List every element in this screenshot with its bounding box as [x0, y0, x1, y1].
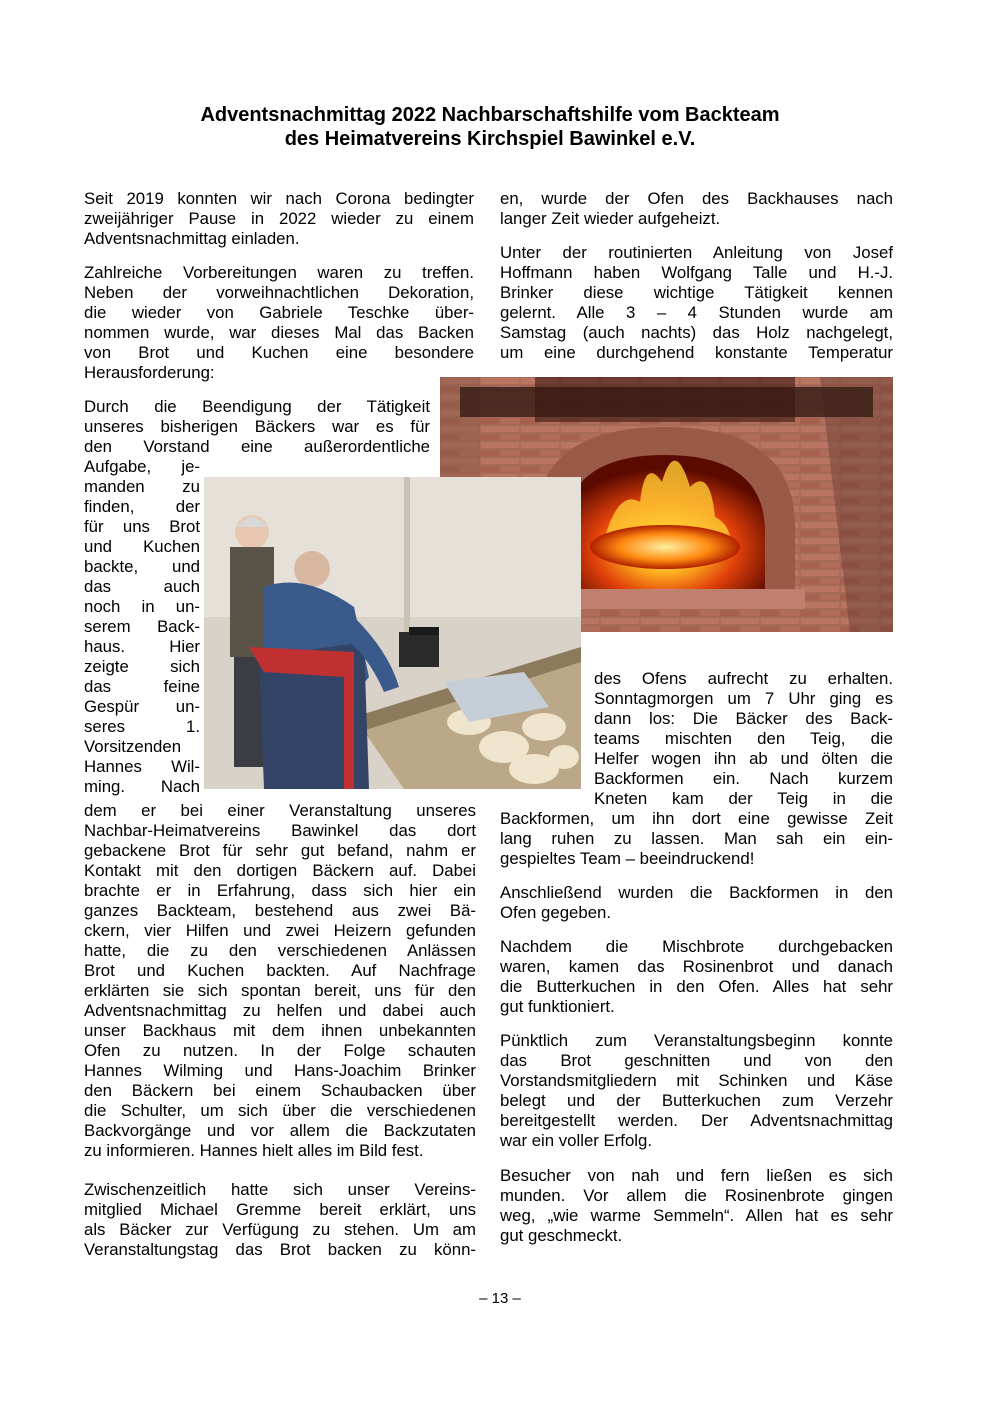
- text-line: Anschließend wurden die Backformen in den: [500, 883, 893, 902]
- text-line: lang ruhen zu lassen. Man sah ein ein-: [500, 829, 893, 848]
- text-line: Unter der routinierten Anleitung von Josef: [500, 243, 893, 262]
- text-line: gebackene Brot für sehr gut befand, nahm er: [84, 841, 476, 860]
- text-line: Neben der vorweihnachtlichen Dekoration,: [84, 283, 474, 302]
- text-line: Seit 2019 konnten wir nach Corona bedingter: [84, 189, 474, 208]
- text-line: gespieltes Team – beeindruckend!: [500, 849, 755, 868]
- text-line: um eine durchgehend konstante Temperatur: [500, 343, 893, 362]
- text-line: den Bäckern bei einem Schaubacken über: [84, 1081, 476, 1100]
- text-line: für uns Brot: [84, 517, 200, 536]
- text-line: backte, und: [84, 557, 200, 576]
- text-line: zweijähriger Pause in 2022 wieder zu einem: [84, 209, 474, 228]
- right-paragraph-4: [500, 937, 893, 1017]
- right-paragraph-2: [500, 243, 893, 363]
- text-line: zu informieren. Hannes hielt alles im Bild fest.: [84, 1141, 424, 1160]
- text-line: war ein voller Erfolg.: [500, 1131, 653, 1150]
- text-line: Veranstaltungstag das Brot backen zu könn-: [84, 1240, 476, 1259]
- text-line: munden. Vor allem die Rosinenbrote gingen: [500, 1186, 893, 1205]
- text-line: teams mischten den Teig, die: [594, 729, 893, 748]
- text-line: mitglied Michael Gremme bereit erklärt, uns: [84, 1200, 476, 1219]
- text-line: Ofen gegeben.: [500, 903, 612, 922]
- text-line: Hannes Wil-: [84, 757, 200, 776]
- text-line: haus. Hier: [84, 637, 200, 656]
- right-paragraph-5: [500, 1031, 893, 1151]
- text-line: langer Zeit wieder aufgeheizt.: [500, 209, 721, 228]
- text-line: die Butterkuchen in den Ofen. Alles hat sehr: [500, 977, 893, 996]
- text-line: Besucher von nah und fern ließen es sich: [500, 1166, 893, 1185]
- text-line: Vorstandsmitgliedern mit Schinken und Käse: [500, 1071, 893, 1090]
- text-line: ckern, vier Hilfen und zwei Heizern gefunden: [84, 921, 476, 940]
- text-line: Herausforderung:: [84, 363, 215, 382]
- title-line-2: des Heimatvereins Kirchspiel Bawinkel e.V.: [284, 128, 696, 150]
- text-line: erklärten sie sich spontan bereit, uns für den: [84, 981, 476, 1000]
- text-line: zeigte sich: [84, 657, 200, 676]
- text-line: die Schulter, um sich über die verschiedenen: [84, 1101, 476, 1120]
- text-line: unseres bisherigen Bäckers war es für: [84, 417, 430, 436]
- text-line: brachte er in Erfahrung, dass sich hier ein: [84, 881, 476, 900]
- left-paragraph-3-top: [84, 397, 430, 457]
- text-line: Gespür un-: [84, 697, 200, 716]
- left-paragraph-3-bottom: [84, 801, 476, 1161]
- text-line: Nachbar-Heimatvereins Bawinkel das dort: [84, 821, 476, 840]
- text-line: Zwischenzeitlich hatte sich unser Vereins-: [84, 1180, 476, 1199]
- text-line: gelernt. Alle 3 – 4 Stunden wurde am: [500, 303, 893, 322]
- bakers-image: [204, 477, 581, 789]
- text-line: waren, kamen das Rosinenbrot und danach: [500, 957, 893, 976]
- text-line: dem er bei einer Veranstaltung unseres: [84, 801, 476, 820]
- text-line: Zahlreiche Vorbereitungen waren zu treffen.: [84, 263, 474, 282]
- text-line: des Ofens aufrecht zu erhalten.: [594, 669, 893, 688]
- text-line: belegt und der Butterkuchen zum Verzehr: [500, 1091, 893, 1110]
- left-paragraph-1: [84, 189, 474, 249]
- text-line: en, wurde der Ofen des Backhauses nach: [500, 189, 893, 208]
- text-line: Aufgabe, je-: [84, 457, 200, 476]
- text-line: gut funktioniert.: [500, 997, 615, 1016]
- text-line: serem Back-: [84, 617, 200, 636]
- text-line: Hoffmann haben Wolfgang Talle und H.-J.: [500, 263, 893, 282]
- text-line: Vorsitzenden: [84, 737, 182, 756]
- bakers-photo: [204, 477, 581, 789]
- text-line: finden, der: [84, 497, 200, 516]
- text-line: noch in un-: [84, 597, 200, 616]
- title-line-1: Adventsnachmittag 2022 Nachbarschaftshilfe vom Backteam: [200, 104, 780, 126]
- text-line: hatte, die zu den verschiedenen Anlässen: [84, 941, 476, 960]
- page-number: – 13 –: [479, 1290, 521, 1307]
- text-line: Samstag (auch nachts) das Holz nachgelegt,: [500, 323, 893, 342]
- article-title: [120, 103, 860, 151]
- text-line: Brinker diese wichtige Tätigkeit kennen: [500, 283, 893, 302]
- text-line: das Brot geschnitten und von den: [500, 1051, 893, 1070]
- text-line: weg, „wie warme Semmeln“. Allen hat es sehr: [500, 1206, 893, 1225]
- text-line: Kneten kam der Teig in die: [594, 789, 893, 808]
- text-line: das auch: [84, 577, 200, 596]
- text-line: ganzes Backteam, bestehend aus zwei Bä-: [84, 901, 476, 920]
- left-paragraph-4: [84, 1180, 476, 1260]
- text-line: nommen wurde, war dieses Mal das Backen: [84, 323, 474, 342]
- text-line: Ofen zu nutzen. In der Folge schauten: [84, 1041, 476, 1060]
- text-line: Backformen ein. Nach kurzem: [594, 769, 893, 788]
- text-line: das feine: [84, 677, 200, 696]
- text-line: dann los: Die Bäcker des Back-: [594, 709, 893, 728]
- text-line: und Kuchen: [84, 537, 200, 556]
- text-line: Backformen, um ihn dort eine gewisse Zeit: [500, 809, 893, 828]
- right-paragraph-1: [500, 189, 893, 229]
- text-line: Backvorgänge und vor allem die Backzutaten: [84, 1121, 476, 1140]
- text-line: seres 1.: [84, 717, 200, 736]
- text-line: als Bäcker zur Verfügung zu stehen. Um am: [84, 1220, 476, 1239]
- text-line: Kontakt mit den dortigen Bäckern auf. Dabei: [84, 861, 476, 880]
- text-line: bereitgestellt werden. Der Adventsnachmittag: [500, 1111, 893, 1130]
- text-line: Brot und Kuchen backten. Auf Nachfrage: [84, 961, 476, 980]
- text-line: den Vorstand eine außerordentliche: [84, 437, 430, 456]
- text-line: unser Backhaus mit dem ihnen unbekannten: [84, 1021, 476, 1040]
- right-paragraph-2-continued: [594, 669, 893, 809]
- right-paragraph-3: [500, 883, 893, 923]
- text-line: Nachdem die Mischbrote durchgebacken: [500, 937, 893, 956]
- text-line: Adventsnachmittag zu helfen und dabei auch: [84, 1001, 476, 1020]
- text-line: ming. Nach: [84, 777, 200, 796]
- text-line: Hannes Wilming und Hans-Joachim Brinker: [84, 1061, 476, 1080]
- text-line: Durch die Beendigung der Tätigkeit: [84, 397, 430, 416]
- text-line: manden zu: [84, 477, 200, 496]
- text-line: Adventsnachmittag einladen.: [84, 229, 300, 248]
- text-line: Sonntagmorgen um 7 Uhr ging es: [594, 689, 893, 708]
- left-paragraph-3-narrow: [84, 457, 200, 797]
- text-line: Helfer wogen ihn ab und ölten die: [594, 749, 893, 768]
- text-line: Pünktlich zum Veranstaltungsbeginn konnte: [500, 1031, 893, 1050]
- left-paragraph-2: [84, 263, 474, 383]
- text-line: von Brot und Kuchen eine besondere: [84, 343, 474, 362]
- right-paragraph-2-wide: [500, 809, 893, 869]
- text-line: die wieder von Gabriele Teschke über-: [84, 303, 474, 322]
- right-paragraph-6: [500, 1166, 893, 1246]
- text-line: gut geschmeckt.: [500, 1226, 623, 1245]
